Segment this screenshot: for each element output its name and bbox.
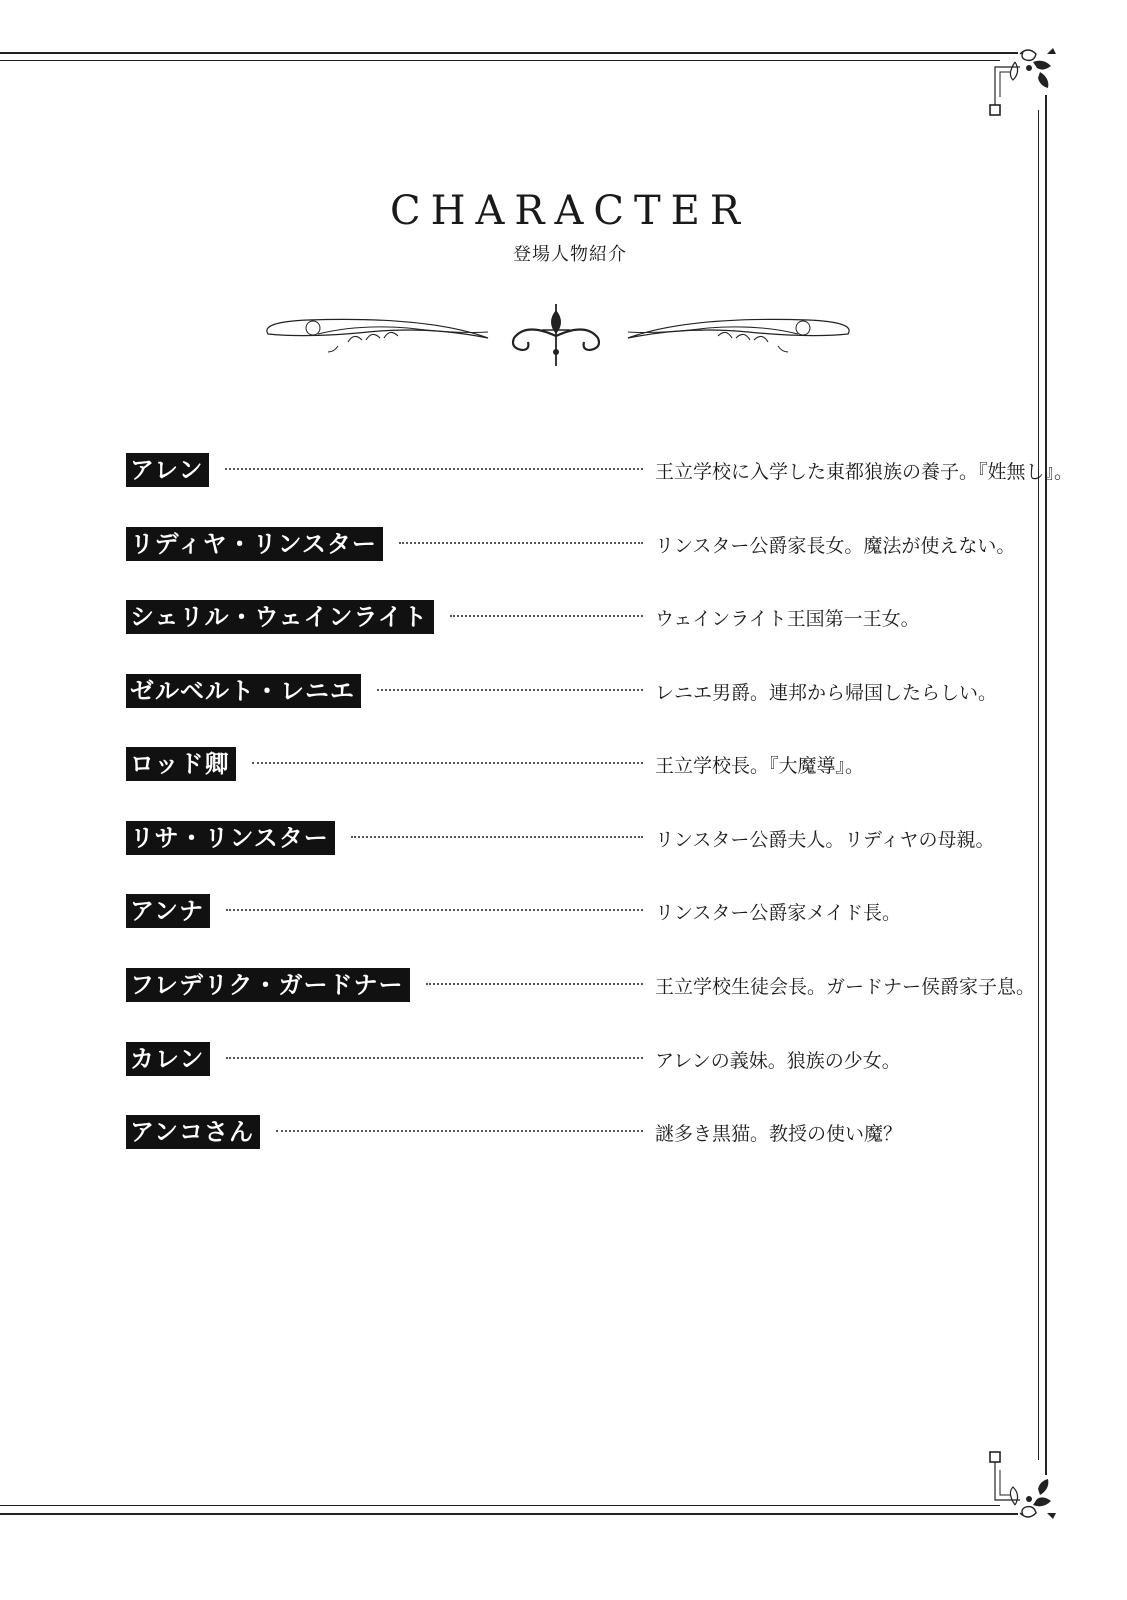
character-row [126,527,1026,561]
leader-dots [226,909,643,911]
character-row [126,600,1026,634]
character-name: アレン [126,453,209,487]
character-description: 王立学校に入学した東都狼族の養子。『姓無し』。 [655,461,1074,483]
leader-dots [252,762,643,764]
character-name: アンナ [126,894,210,928]
leader-dots [399,542,643,544]
character-row [126,453,1074,487]
corner-ornament-top-right [985,42,1060,122]
character-description: 王立学校長。『大魔導』。 [655,755,865,777]
frame-top-inner [0,60,1000,61]
character-name: カレン [126,1042,210,1076]
frame-right-outer [1045,95,1047,1475]
leader-dots [351,836,643,838]
character-description: リンスター公爵家長女。魔法が使えない。 [655,535,1016,557]
character-row [126,968,1036,1002]
leader-dots [426,983,643,985]
character-name: アンコさん [126,1115,260,1149]
character-row [126,674,1026,708]
character-description: レニエ男爵。連邦から帰国したらしい。 [655,682,998,704]
character-description: 謎多き黒猫。教授の使い魔？ [655,1123,903,1145]
character-description: ウェインライト王国第一王女。 [655,608,920,630]
frame-bottom-inner [0,1505,1000,1506]
character-description: 王立学校生徒会長。ガードナー侯爵家子息。 [655,976,1036,998]
leader-dots [226,1057,643,1059]
character-name: ロッド卿 [126,747,236,781]
character-name: リディヤ・リンスター [126,527,383,561]
character-row [126,1042,1026,1076]
leader-dots [450,615,643,617]
flourish-divider-ornament [258,300,858,370]
character-name: ゼルベルト・レニエ [126,674,361,708]
character-name: シェリル・ウェインライト [126,600,434,634]
character-row [126,1115,1026,1149]
leader-dots [377,689,643,691]
page-subtitle: 登場人物紹介 [513,244,627,265]
character-name: リサ・リンスター [126,821,335,855]
page-title: CHARACTER [390,188,750,234]
character-row [126,821,1026,855]
frame-top-outer [0,52,1018,54]
character-description: アレンの義妹。狼族の少女。 [655,1050,901,1072]
character-description: リンスター公爵家メイド長。 [655,902,902,924]
corner-ornament-bottom-right [985,1445,1060,1525]
character-name: フレデリク・ガードナー [126,968,410,1002]
character-row [126,894,1026,928]
frame-right-inner [1038,110,1039,1460]
leader-dots [225,468,643,470]
character-description: リンスター公爵夫人。リディヤの母親。 [655,829,995,851]
leader-dots [276,1130,643,1132]
character-row [126,747,1026,781]
frame-bottom-outer [0,1513,1018,1515]
